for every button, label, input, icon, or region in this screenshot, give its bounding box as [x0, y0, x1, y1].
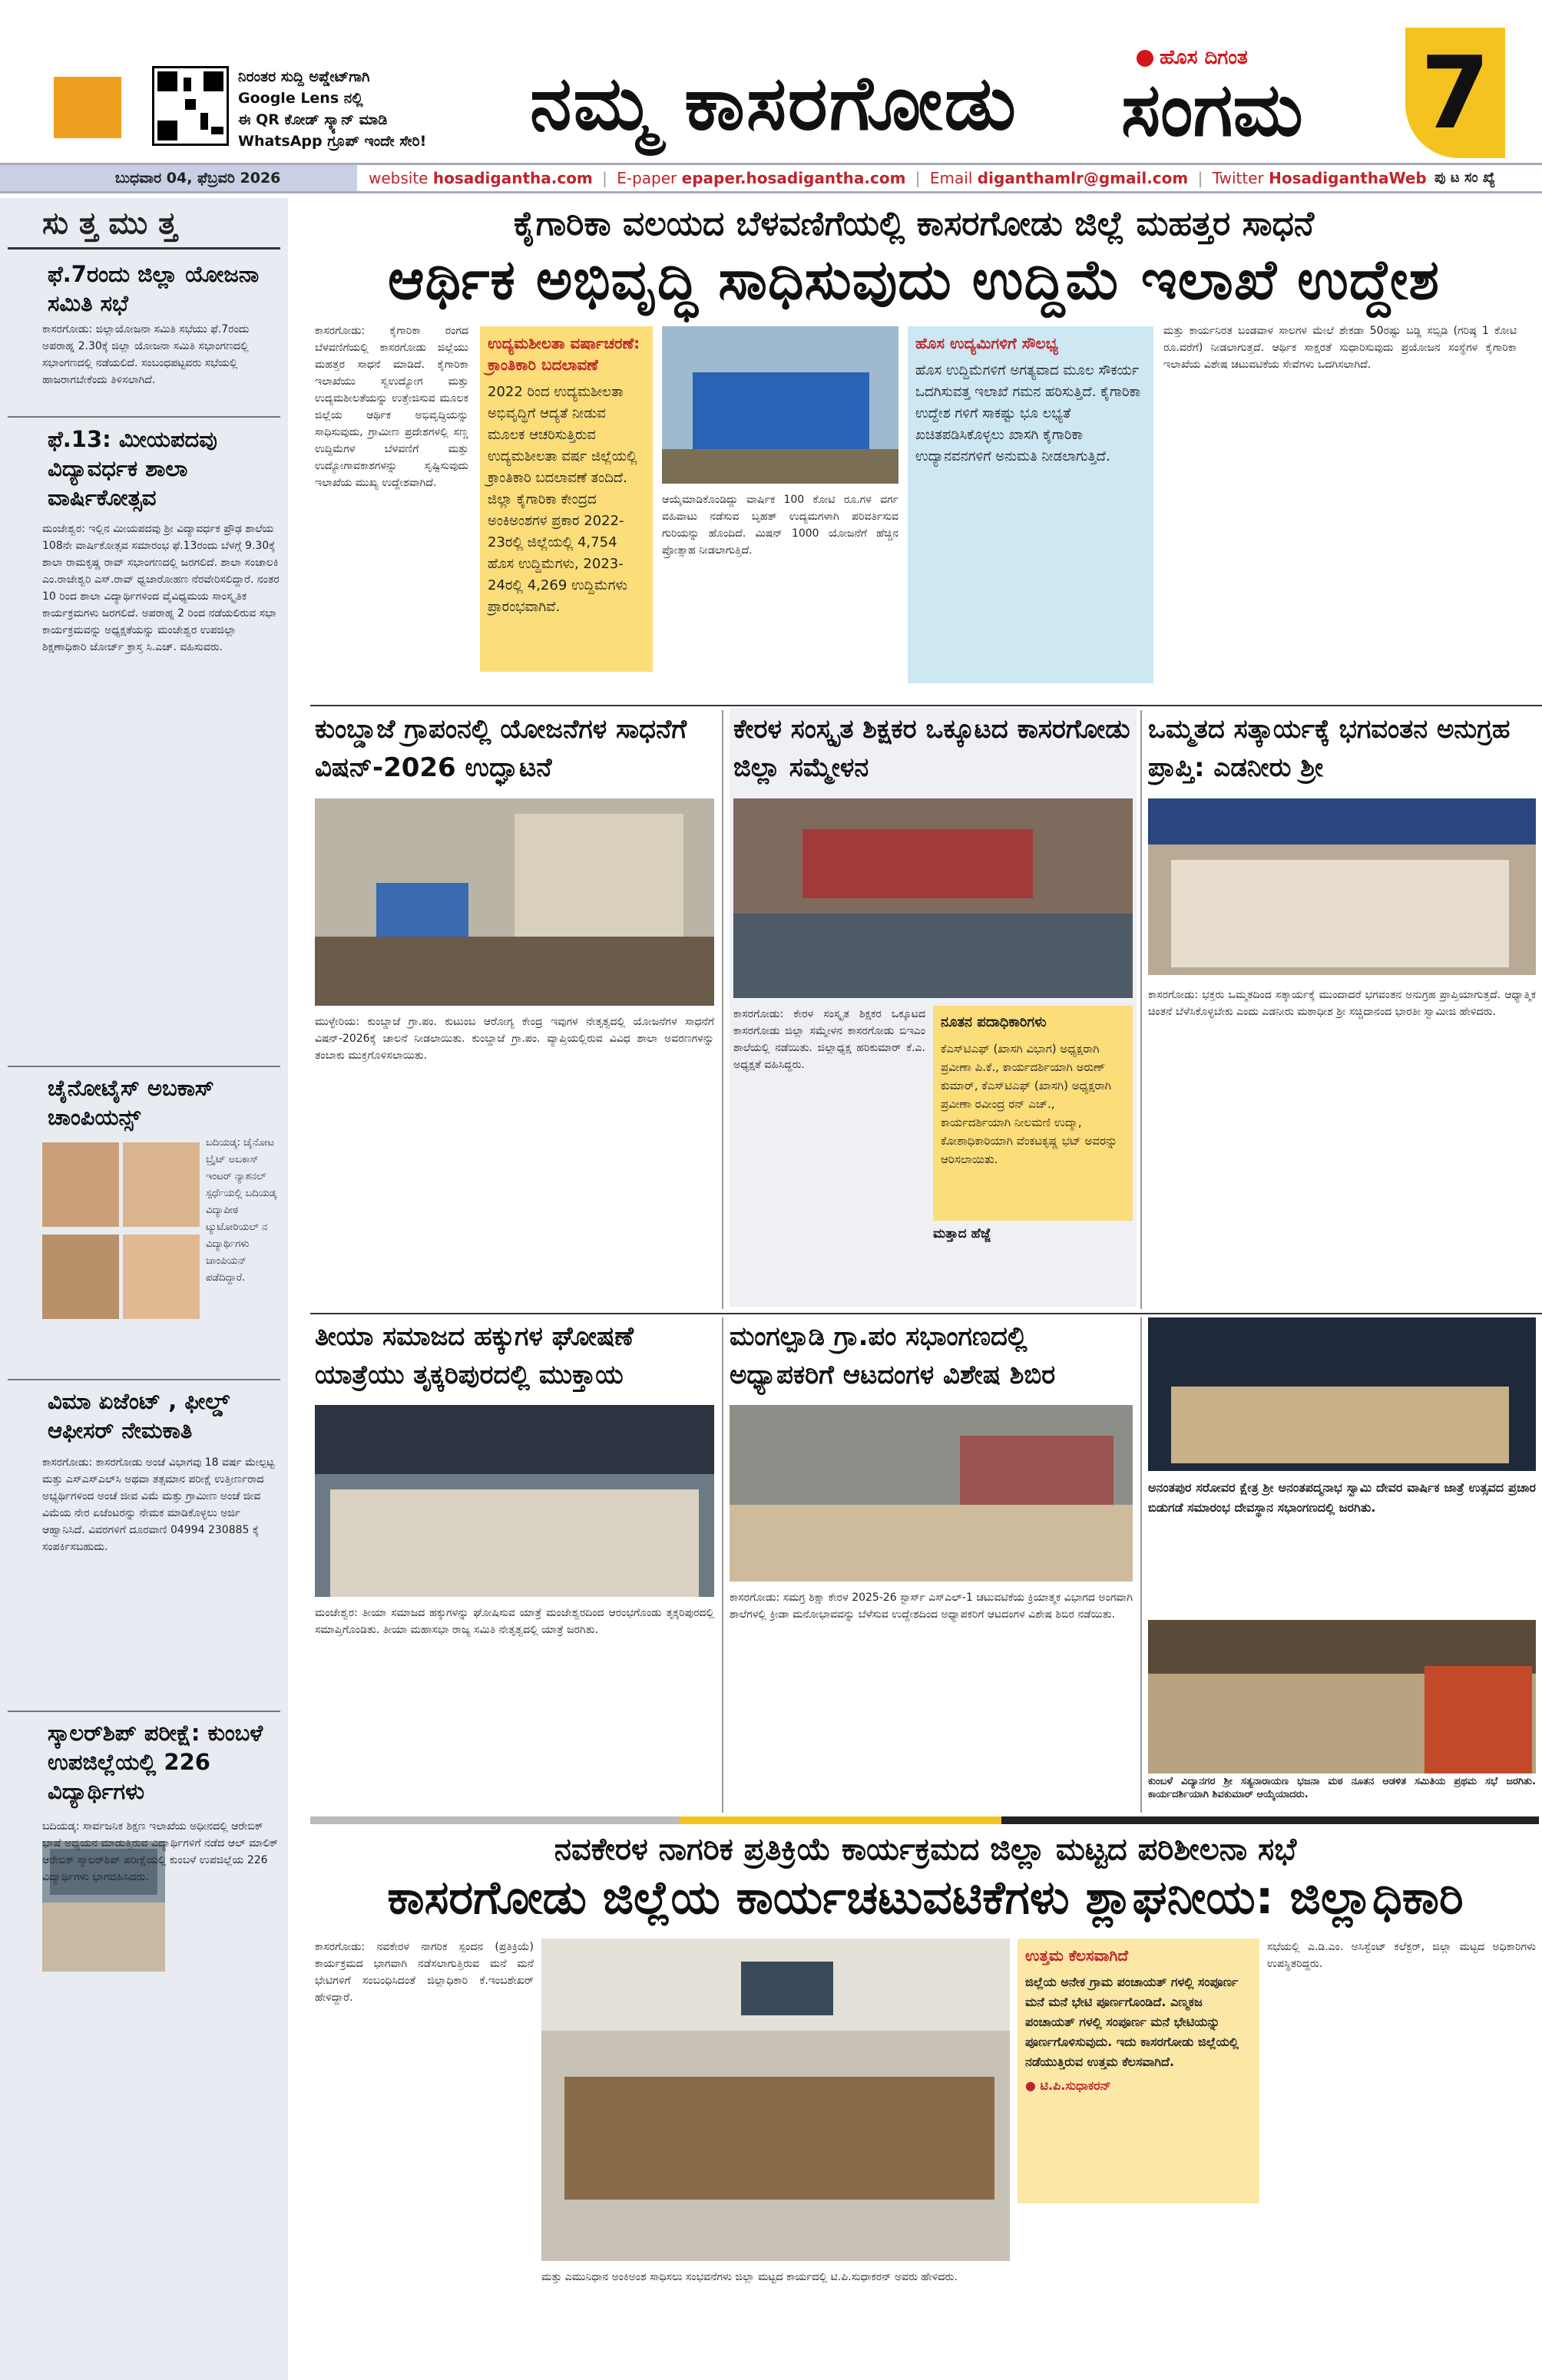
brief-body: ಬದಿಯಡ್ಕ: ಚೈನೋಟ ಬ್ರೈಟ್ ಅಬಕಾಸ್ ಇಂಟರ್ ನ್ಯಾಶನಲ್ ಸ್ಪರ್ಧೆಯಲ್ಲಿ ಬದಿಯಡ್ಕ ವಿದ್ಯಾಪೀಠ ಟ್ಯುಟೋರಿಯಲ್ ನ ವಿದ್ಯಾರ್ಥಿಗಳು ಚಾಂಪಿಯನ್ ಪಡೆದಿದ್ದಾರೆ. [206, 1137, 277, 1284]
divider [1140, 710, 1142, 1309]
box-body: ಕೆಎಸ್‌ಟಿಎಫ್ (ಖಾಸಗಿ ವಿಭಾಗ) ಅಧ್ಯಕ್ಷರಾಗಿ ಪ್ರವೀಣಾ ಪಿ.ಕೆ., ಕಾರ್ಯದರ್ಶಿಯಾಗಿ ಅರುಣ್ ಕುಮಾರ್, ಕೆಎಸ್‌ಟಿಎಫ್ (ಖಾಸಗಿ) ಅಧ್ಯಕ್ಷರಾಗಿ ಪ್ರವೀಣಾ ರವೀಂದ್ರ ರನ್ ಎಚ್., ಕಾರ್ಯದರ್ಶಿಯಾಗಿ ನೀಲಮಣಿ ಉದ್ಮಾ, ಕೋಶಾಧಿಕಾರಿಯಾಗಿ ವೆಂಕಟಕೃಷ್ಣ ಭಟ್ ಅವರನ್ನು ಆರಿಸಲಾಯಿತು. [941, 1042, 1118, 1166]
page-label: ಪು ಟ ಸಂ ಖ್ಯೆ [1434, 170, 1496, 186]
qr-note [238, 66, 499, 152]
bottom-headline-block [315, 1829, 1536, 1925]
website-link[interactable]: hosadigantha.com [432, 169, 593, 187]
section-title: ಸು ತ್ತ ಮು ತ್ತ [42, 206, 177, 241]
bottom-body: ಸಭೆಯಲ್ಲಿ ಎ.ಡಿ.ಎಂ. ಅಸಿಸ್ಟೆಂಟ್ ಕಲೆಕ್ಟರ್, ಜಿಲ್ಲಾ ಮಟ್ಟದ ಅಧಿಕಾರಿಗಳು ಉಪಸ್ಥಿತರಿದ್ದರು. [1267, 1941, 1536, 1970]
bhajan-mandira-photo [1148, 1620, 1536, 1773]
infobox-title: ಹೊಸ ಉದ್ಯಮಿಗಳಿಗೆ ಸೌಲಭ್ಯ [915, 334, 1059, 352]
qr-code[interactable] [152, 66, 229, 146]
lead-headline: ಆರ್ಥಿಕ ಅಭಿವೃದ್ಧಿ ಸಾಧಿಸುವುದು ಉದ್ದಿಮೆ ಇಲಾಖೆ ಉದ್ದೇಶ [388, 247, 1440, 312]
story-headline: ಒಮ್ಮತದ ಸತ್ಕಾರ್ಯಕ್ಕೆ ಭಗವಂತನ ಅನುಗ್ರಹ ಪ್ರಾಪ್ತಿ: ಎಡನೀರು ಶ್ರೀ [1148, 714, 1511, 783]
epaper-label: E-paper [617, 169, 677, 187]
supplement-title: ಸಂಗಮ [1121, 67, 1303, 153]
issue-date: ಬುಧವಾರ 04, ಫೆಬ್ರವರಿ 2026 [0, 165, 357, 191]
divider [8, 1379, 280, 1380]
divider [310, 1313, 1542, 1314]
photo-caption: ಕುಂಬಳೆ ವಿದ್ಯಾನಗರ ಶ್ರೀ ಸತ್ಯನಾರಾಯಣ ಭಜನಾ ಮಠ ನೂತನ ಆಡಳಿತ ಸಮಿತಿಯ ಪ್ರಥಮ ಸಭೆ ಜರಗಿತು. ಕಾರ್ಯದರ್ಶಿಯಾಗಿ ಶಿವಕುಮಾರ್ ಆಯ್ಕೆಯಾದರು. [1148, 1776, 1536, 1800]
brief-body: ಬದಿಯಡ್ಕ: ಸಾರ್ವಜನಿಕ ಶಿಕ್ಷಣ ಇಲಾಖೆಯ ಅಧೀನದಲ್ಲಿ ಆರೇಬಿಕ್ ಭಾಷೆ ಅಧ್ಯಯನ ಮಾಡುತ್ತಿರುವ ವಿದ್ಯಾರ್ಥಿಗಳಿಗೆ ನಡೆದ ಆಲ್ ಮಾಲಿಕ್ ಆರೇಬಿಕ್ ಸ್ಕಾಲರ್‌ಶಿಪ್ ಪರೀಕ್ಷೆಯಲ್ಲಿ ಕುಂಬಳೆ ಉಪಜಿಲ್ಲೆಯ 226 ವಿದ್ಯಾರ್ಥಿಗಳು ಭಾಗವಹಿಸಿದರು. [42, 1820, 279, 1883]
divider [8, 1066, 280, 1067]
event-photo [315, 798, 714, 1006]
brief-headline: ಸ್ಕಾಲರ್‌ಶಿಪ್ ಪರೀಕ್ಷೆ: ಕುಂಬಳೆ ಉಪಜಿಲ್ಲೆಯಲ್ಲಿ 226 ವಿದ್ಯಾರ್ಥಿಗಳು [48, 1720, 263, 1804]
logo-icon [1137, 50, 1153, 67]
lead-headline-block [315, 201, 1513, 316]
divider [8, 247, 280, 250]
story-body: ಮುಳ್ಳೇರಿಯ: ಕುಂಬ್ಡಾಜೆ ಗ್ರಾ.ಪಂ. ಕುಟುಂಬ ಆರೋಗ್ಯ ಕೇಂದ್ರ ಇವುಗಳ ನೇತೃತ್ವದಲ್ಲಿ ಯೋಜನೆಗಳ ಸಾಧನೆಗೆ ವಿಷನ್-2026ಕ್ಕೆ ಚಾಲನೆ ನೀಡಲಾಯಿತು. ಕುಂಬ್ಡಾಜೆ ಗ್ರಾ.ಪಂ. ವ್ಯಾಪ್ತಿಯಲ್ಲಿರುವ ವಿವಿಧ ಶಾಲಾ ಅವರಣಗಳನ್ನು ತಂಬಾಕು ಮುಕ್ತಗೊಳಿಸಲಾಯಿತು. [315, 1016, 714, 1062]
infobox-body: ಹೊಸ ಉದ್ದಿಮೆಗಳಿಗೆ ಅಗತ್ಯವಾದ ಮೂಲ ಸೌಕರ್ಯ ಒದಗಿಸುವತ್ತ ಇಲಾಖೆ ಗಮನ ಹರಿಸುತ್ತಿದೆ. ಕೈಗಾರಿಕಾ ಉದ್ದೇಶ ಗಳಿಗೆ ಸಾಕಷ್ಟು ಭೂ ಲಭ್ಯತೆ ಖಚಿತಪಡಿಸಿಕೊಳ್ಳಲು ಖಾಸಗಿ ಕೈಗಾರಿಕಾ ಉದ್ಯಾನವನಗಳಿಗೆ ಅನುಮತಿ ನೀಡಲಾಗುತ್ತಿದೆ. [915, 362, 1141, 464]
lead-body: ಕಾಸರಗೋಡು: ಕೈಗಾರಿಕಾ ರಂಗದ ಬೆಳವಣಿಗೆಯಲ್ಲಿ ಕಾಸರಗೋಡು ಜಿಲ್ಲೆಯು ಮಹತ್ತರ ಸಾಧನೆ ಮಾಡಿದೆ. ಕೈಗಾರಿಕಾ ಇಲಾಖೆಯು ಸ್ವಉದ್ಯೋಗ ಮತ್ತು ಉದ್ಯಮಶೀಲತೆಯನ್ನು ಉತ್ತೇಜಿಸುವ ಮೂಲಕ ಜಿಲ್ಲೆಯ ಆರ್ಥಿಕ ಅಭಿವೃದ್ಧಿಯನ್ನು ಸಾಧಿಸುವುದು, ಗ್ರಾಮೀಣ ಪ್ರದೇಶಗಳಲ್ಲಿ ಸಣ್ಣ ಉದ್ದಿಮೆಗಳ ಬೆಳವಣಿಗೆ ಮತ್ತು ಉದ್ಯೋಗಾವಕಾಶಗಳನ್ನು ಸೃಷ್ಟಿಸುವುದು ಇಲಾಖೆಯ ಮುಖ್ಯ ಉದ್ದೇಶವಾಗಿದೆ. [315, 325, 468, 489]
bottom-headline: ಕಾಸರಗೋಡು ಜಿಲ್ಲೆಯ ಕಾರ್ಯಚಟುವಟಿಕೆಗಳು ಶ್ಲಾಘನೀಯ: ಜಿಲ್ಲಾಧಿಕಾರಿ [387, 1871, 1464, 1925]
qr-note-line: Google Lens ನಲ್ಲಿ [238, 90, 363, 107]
bottom-kicker: ನವಕೇರಳ ನಾಗರಿಕ ಪ್ರತಿಕ್ರಿಯೆ ಕಾರ್ಯಕ್ರಮದ ಜಿಲ್ಲಾ ಮಟ್ಟದ ಪರಿಶೀಲನಾ ಸಭೆ [554, 1832, 1297, 1867]
story-headline: ಕುಂಬ್ಡಾಜೆ ಗ್ರಾಪಂನಲ್ಲಿ ಯೋಜನೆಗಳ ಸಾಧನೆಗೆ ವಿಷನ್-2026 ಉದ್ಘಾಟನೆ [315, 714, 687, 783]
box-title: ಉತ್ತಮ ಕೆಲಸವಾಗಿದೆ [1025, 1946, 1129, 1965]
qr-note-line: ಈ QR ಕೋಡ್ ಸ್ಕ್ಯಾನ್ ಮಾಡಿ [238, 111, 388, 128]
brand-color-block [54, 77, 121, 138]
story-body: ಮಂಜೇಶ್ವರ: ತೀಯಾ ಸಮಾಜದ ಹಕ್ಕುಗಳನ್ನು ಘೋಷಿಸುವ ಯಾತ್ರೆ ಮಂಜೇಶ್ವರದಿಂದ ಆರಂಭಗೊಂಡು ತೃಕ್ಕರಿಪುರದಲ್ಲಿ ಸಮಾಪ್ತಿಗೊಂಡಿತು. ತೀಯಾ ಮಹಾಸಭಾ ರಾಜ್ಯ ಸಮಿತಿ ನೇತೃತ್ವದಲ್ಲಿ ಯಾತ್ರೆ ಜರಗಿತು. [315, 1607, 714, 1636]
supplement-brand [1106, 35, 1505, 158]
divider-stripe [310, 1816, 1542, 1824]
brief-headline: ಫೆ.7ರಂದು ಜಿಲ್ಲಾ ಯೋಜನಾ ಸಮಿತಿ ಸಭೆ [48, 261, 260, 316]
website-label: website [369, 169, 429, 187]
masthead [0, 0, 1542, 163]
lead-infobox [908, 326, 1153, 683]
brief-body: ಕಾಸರಗೋಡು: ಜಿಲ್ಲಾಯೋಜನಾ ಸಮಿತಿ ಸಭೆಯು ಫೆ.7ರಂದು ಅಪರಾಹ್ನ 2.30ಕ್ಕೆ ಜಿಲ್ಲಾ ಯೋಜನಾ ಸಮಿತಿ ಸಭಾಂಗಣದಲ್ಲಿ ಸಭಾಂಗಣದಲ್ಲಿ ನಡೆಯಲಿದೆ. ಸಂಬಂಧಪಟ್ಟವರು ಸಭೆಯಲ್ಲಿ ಹಾಜರಾಗಬೇಕೆಂದು ತಿಳಿಸಲಾಗಿದೆ. [42, 323, 250, 386]
story-body: ಕಾಸರಗೋಡು: ಕೇರಳ ಸಂಸ್ಕೃತ ಶಿಕ್ಷಕರ ಒಕ್ಕೂಟದ ಕಾಸರಗೋಡು ಜಿಲ್ಲಾ ಸಮ್ಮೇಳನ ಕಾಸರಗೋಡು ಬಿಇಎಂ ಶಾಲೆಯಲ್ಲಿ ನಡೆಯಿತು. ಜಿಲ್ಲಾಧ್ಯಕ್ಷ ಹರಿಕುಮಾರ್ ಕೆ.ಎ. ಅಧ್ಯಕ್ಷತೆ ವಹಿಸಿದ್ದರು. [733, 1008, 925, 1071]
brief-headline: ಚೈನೋಟೈಸ್ ಅಬಕಾಸ್ ಚಾಂಪಿಯನ್ಸ್ [48, 1075, 214, 1130]
event-photo [1148, 798, 1536, 975]
lead-body: ಮತ್ತು ಕಾರ್ಯನಿರತ ಬಂಡವಾಳ ಸಾಲಗಳ ಮೇಲೆ ಶೇಕಡಾ 50ರಷ್ಟು ಬಡ್ಡಿ ಸಬ್ಸಿಡಿ (ಗರಿಷ್ಠ 1 ಕೋಟಿ ರೂ.ವರೆಗೆ) ನೀಡಲಾಗುತ್ತದೆ. ಆರ್ಥಿಕ ಸಾಕ್ಷರತೆ ಸುಧಾರಿಸುವುದು ಪ್ರಯೋಜನ ಸಂಸ್ಥೆಗಳ ಕೈಗಾರಿಕಾ ಇಲಾಖೆಯ ವಿಶೇಷ ಚಟುವಟಿಕೆಯ ಸೇವೆಗಳು ಒದಗಿಸಲಾಗಿದೆ. [1163, 325, 1517, 371]
briefs-column [0, 198, 288, 2380]
divider [8, 416, 280, 418]
email-link[interactable]: diganthamlr@gmail.com [977, 169, 1189, 187]
story-body: ಕಾಸರಗೋಡು: ಸಮಗ್ರ ಶಿಕ್ಷಾ ಕೇರಳ 2025-26 ಸ್ಟಾರ್ಸ್ ಎಸ್‌ಎಲ್-1 ಚಟುವಟಿಕೆಯ ಕ್ರಿಯಾತ್ಮಕ ವಿಭಾಗದ ಅಂಗವಾಗಿ ಶಾಲೆಗಳಲ್ಲಿ ಕ್ರೀಡಾ ಮನೋಭಾವವನ್ನು ಬೆಳೆಸುವ ಉದ್ದೇಶದಿಂದ ಅಧ್ಯಾಪಕರಿಗೆ ಆಟದಂಗಳ ವಿಶೇಷ ಶಿಬಿರ ನಡೆಯಿತು. [730, 1592, 1133, 1621]
infobox-body: 2022 ರಿಂದ ಉದ್ಯಮಶೀಲತಾ ಅಭಿವೃದ್ಧಿಗೆ ಆದ್ಯತೆ ನೀಡುವ ಮೂಲಕ ಆಚರಿಸುತ್ತಿರುವ ಉದ್ಯಮಶೀಲತಾ ವರ್ಷ ಜಿಲ್ಲೆಯಲ್ಲಿ ಕ್ರಾಂತಿಕಾರಿ ಬದಲಾವಣೆ ತಂದಿದೆ. ಜಿಲ್ಲಾ ಕೈಗಾರಿಕಾ ಕೇಂದ್ರದ ಅಂಕಿಅಂಶಗಳ ಪ್ರಕಾರ 2022-23ರಲ್ಲಿ ಜಿಲ್ಲೆಯಲ್ಲಿ 4,754 ಹೊಸ ಉದ್ದಿಮೆಗಳು, 2023-24ರಲ್ಲಿ 4,269 ಉದ್ದಿಮೆಗಳು ಪ್ರಾರಂಭವಾಗಿವೆ. [488, 384, 637, 615]
qr-note-line: ನಿರಂತರ ಸುದ್ದಿ ಅಪ್ಡೇಟ್‌ಗಾಗಿ [238, 68, 370, 85]
byline: ಮತ್ತಾದ ಹೆಜ್ಜೆ [933, 1226, 991, 1241]
review-meeting-photo [541, 1939, 1010, 2261]
story-headline: ಮಂಗಲ್ಪಾಡಿ ಗ್ರಾ.ಪಂ ಸಭಾಂಗಣದಲ್ಲಿ ಅಧ್ಯಾಪಕರಿಗೆ ಆಟದಂಗಳ ವಿಶೇಷ ಶಿಬಿರ [730, 1321, 1056, 1390]
page-number: 7 [1405, 28, 1505, 158]
student-photo [42, 1235, 119, 1319]
brief-body: ಕಾಸರಗೋಡು: ಕಾಸರಗೋಡು ಅಂಚೆ ವಿಭಾಗವು 18 ವರ್ಷ ಮೇಲ್ಪಟ್ಟ ಮತ್ತು ಎಸ್ಎಸ್ಎಲ್‌ಸಿ ಅಥವಾ ತತ್ಸಮಾನ ಪರೀಕ್ಷೆ ಉತ್ತೀರ್ಣರಾದ ಅಭ್ಯರ್ಥಿಗಳಿಂದ ಅಂಚೆ ಜೀವ ವಿಮೆ ಮತ್ತು ಗ್ರಾಮೀಣ ಅಂಚೆ ಜೀವ ವಿಮೆಯ ನೇರ ಏಜೆಂಟರನ್ನು ನೇಮಕ ಮಾಡಿಕೊಳ್ಳಲು ಅರ್ಜಿ ಆಹ್ವಾನಿಸಿದೆ. ವಿವರಗಳಿಗೆ ದೂರವಾಣಿ 04994 230885 ಕ್ಕೆ ಸಂಪರ್ಕಿಸಬಹುದು. [42, 1456, 275, 1553]
rally-photo [315, 1405, 714, 1597]
contact-links: website hosadigantha.com | E-paper epaper.hosadigantha.com | Email diganthamlr@gmail.com | Twitter HosadiganthaWeb [369, 169, 1427, 187]
lead-infobox [480, 326, 653, 672]
event-photo [733, 798, 1133, 998]
email-label: Email [929, 169, 973, 187]
bottom-body: ಕಾಸರಗೋಡು: ನವಕೇರಳ ನಾಗರಿಕ ಸ್ಪಂದನ (ಪ್ರತಿಕ್ರಿಯೆ) ಕಾರ್ಯಕ್ರಮದ ಭಾಗವಾಗಿ ನಡೆಸಲಾಗುತ್ತಿರುವ ಮನೆ ಮನೆ ಭೇಟಿಗಳಿಗೆ ಸಂಬಂಧಿಸಿದಂತೆ ಜಿಲ್ಲಾಧಿಕಾರಿ ಕೆ.ಇಂಬಶೇಖರ್ ಹೇಳಿದ್ದಾರೆ. [315, 1941, 534, 2004]
story-headline: ತೀಯಾ ಸಮಾಜದ ಹಕ್ಕುಗಳ ಘೋಷಣೆ ಯಾತ್ರೆಯು ತೃಕ್ಕರಿಪುರದಲ್ಲಿ ಮುಕ್ತಾಯ [315, 1321, 634, 1390]
photo-caption: ಅನಂತಪುರ ಸರೋವರ ಕ್ಷೇತ್ರ ಶ್ರೀ ಅನಂತಪದ್ಮನಾಭ ಸ್ವಾಮಿ ದೇವರ ವಾರ್ಷಿಕ ಜಾತ್ರೆ ಉತ್ಸವದ ಪ್ರಚಾರ ಬಿಡುಗಡೆ ಸಮಾರಂಭ ದೇವಸ್ಥಾನ ಸಭಾಂಗಣದಲ್ಲಿ ಜರಗಿತು. [1148, 1480, 1536, 1515]
qr-note-line: WhatsApp ಗ್ರೂಪ್ ಇಂದೇ ಸೇರಿ! [238, 133, 427, 150]
student-photo [123, 1235, 200, 1319]
divider [722, 1317, 723, 1813]
lead-body: ಆಯ್ಕೆಮಾಡಿಕೊಂಡಿದ್ದು ವಾರ್ಷಿಕ 100 ಕೋಟಿ ರೂ.ಗಳ ವರ್ಗ ವಹಿವಾಟು ನಡೆಸುವ ಬೃಹತ್ ಉದ್ಯಮಗಳಾಗಿ ಪರಿವರ್ತಿಸುವ ಗುರಿಯನ್ನು ಹೊಂದಿದೆ. ಮಿಷನ್ 1000 ಯೋಜನೆಗೆ ಹೆಚ್ಚಿನ ಪ್ರೋತ್ಸಾಹ ನೀಡಲಾಗುತ್ತಿದೆ. [662, 494, 898, 557]
bottom-body: ಮತ್ತು ಎಮುನಿಧಾನ ಅಂಕಿಅಂಶ ಸಾಧಿಸಲು ಸಂಭವನೆಗಳು ಜಿಲ್ಲಾ ಮಟ್ಟದ ಕಾರ್ಯದಲ್ಲಿ ಟಿ.ಪಿ.ಸುಧಾಕರನ್ ಅವರು ಹೇಳಿದರು. [541, 2271, 958, 2283]
lead-kicker: ಕೈಗಾರಿಕಾ ವಲಯದ ಬೆಳವಣಿಗೆಯಲ್ಲಿ ಕಾಸರಗೋಡು ಜಿಲ್ಲೆ ಮಹತ್ತರ ಸಾಧನೆ [513, 204, 1315, 243]
byline: ● ಟಿ.ಪಿ.ಸುಧಾಕರನ್ [1025, 2078, 1111, 2093]
story-headline: ಕೇರಳ ಸಂಸ್ಕೃತ ಶಿಕ್ಷಕರ ಒಕ್ಕೂಟದ ಕಾಸರಗೋಡು ಜಿಲ್ಲಾ ಸಮ್ಮೇಳನ [733, 714, 1130, 783]
office-building-photo [662, 326, 898, 484]
box-body: ಜಿಲ್ಲೆಯ ಅನೇಕ ಗ್ರಾಮ ಪಂಚಾಯತ್ ಗಳಲ್ಲಿ ಸಂಪೂರ್ಣ ಮನೆ ಮನೆ ಭೇಟಿ ಪೂರ್ಣಗೊಂಡಿದೆ. ಎಣ್ಮಕಜ ಪಂಚಾಯತ್ ಗಳಲ್ಲಿ ಸಂಪೂರ್ಣ ಮನೆ ಭೇಟಿಯನ್ನು ಪೂರ್ಣಗೊಳಿಸುವುದು. ಇದು ಕಾಸರಗೋಡು ಜಿಲ್ಲೆಯಲ್ಲಿ ನಡೆಯುತ್ತಿರುವ ಉತ್ತಮ ಕೆಲಸವಾಗಿದೆ. [1025, 1975, 1239, 2069]
box-title: ನೂತನ ಪದಾಧಿಕಾರಿಗಳು [941, 1014, 1047, 1030]
student-photo [123, 1142, 200, 1227]
divider [8, 1711, 280, 1712]
newspaper-logo: ಹೊಸ ದಿಗಂತ [1137, 46, 1248, 70]
divider [1140, 1317, 1142, 1813]
page-title: ನಮ್ಮ ಕಾಸರಗೋಡು [530, 60, 1018, 147]
twitter-link[interactable]: HosadiganthaWeb [1269, 169, 1427, 187]
brief-headline: ವಿಮಾ ಏಜೆಂಟ್ , ಫೀಲ್ಡ್ ಆಫೀಸರ್ ನೇಮಕಾತಿ [48, 1388, 230, 1443]
infobox-title: ಉದ್ಯಮಶೀಲತಾ ವರ್ಷಾಚರಣೆ: ಕ್ರಾಂತಿಕಾರಿ ಬದಲಾವಣೆ [488, 334, 640, 374]
story-body: ಕಾಸರಗೋಡು: ಭಕ್ತರು ಒಮ್ಮತದಿಂದ ಸತ್ಕಾರ್ಯಕ್ಕೆ ಮುಂದಾದರೆ ಭಗವಂತನ ಅನುಗ್ರಹ ಪ್ರಾಪ್ತಿಯಾಗುತ್ತದೆ. ಆಧ್ಯಾತ್ಮಿಕ ಚಿಂತನೆ ಬೆಳೆಸಿಕೊಳ್ಳಬೇಕು ಎಂದು ಎಡನೀರು ಮಠಾಧೀಶ ಶ್ರೀ ಸಚ್ಚಿದಾನಂದ ಭಾರತೀ ಸ್ವಾಮೀಜಿ ಹೇಳಿದರು. [1148, 989, 1536, 1018]
info-bar [0, 163, 1542, 193]
brief-body: ಮಂಜೇಶ್ವರ: ಇಲ್ಲಿನ ಮೀಯಪದವು ಶ್ರೀ ವಿದ್ಯಾವರ್ಧಕ ಪ್ರೌಢ ಶಾಲೆಯ 108ನೇ ವಾರ್ಷಿಕೋತ್ಸವ ಸಮಾರಂಭ ಫೆ.13ರಂದು ಬೆಳಗ್ಗೆ 9.30ಕ್ಕೆ ಶಾಲಾ ರಾಮಕೃಷ್ಣ ರಾವ್ ಸಭಾಂಗಣದಲ್ಲಿ ಜರಗಲಿದೆ. ಶಾಲಾ ಸಂಚಾಲಕಿ ಎಂ.ರಾಜೇಶ್ವರಿ ಎಸ್.ರಾವ್ ಧ್ವಜಾರೋಹಣ ನೆರವೇರಿಸಲಿದ್ದಾರೆ. ನಂತರ 10 ರಿಂದ ಶಾಲಾ ವಿದ್ಯಾರ್ಥಿಗಳಿಂದ ವೈವಿಧ್ಯಮಯ ಸಾಂಸ್ಕೃತಿಕ ಕಾರ್ಯಕ್ರಮಗಳು ಜರಗಲಿದೆ. ಅಪರಾಹ್ನ 2 ರಿಂದ ನಡೆಯಲಿರುವ ಸಭಾ ಕಾರ್ಯಕ್ರಮವನ್ನು ಅಧ್ಯಕ್ಷತೆಯನ್ನು ಮಂಜೇಶ್ವರ ಉಪಜಿಲ್ಲಾ ಶಿಕ್ಷಣಾಧಿಕಾರಿ ಜೋರ್ಜ್ ಕ್ರಾಸ್ತ ಸಿ.ಎಚ್. ವಹಿಸುವರು. [42, 523, 280, 653]
twitter-label: Twitter [1212, 169, 1264, 187]
officebearers-box [933, 1006, 1133, 1221]
temple-event-photo [1148, 1317, 1536, 1471]
brief-headline: ಫೆ.13: ಮೀಯಪದವು ವಿದ್ಯಾವರ್ಧಕ ಶಾಲಾ ವಾರ್ಷಿಕೋತ್ಸವ [48, 426, 217, 511]
highlight-box [1018, 1939, 1259, 2203]
training-photo [730, 1405, 1133, 1582]
divider [310, 705, 1542, 706]
epaper-link[interactable]: epaper.hosadigantha.com [681, 169, 906, 187]
student-photo [42, 1142, 119, 1227]
divider [722, 710, 723, 1309]
